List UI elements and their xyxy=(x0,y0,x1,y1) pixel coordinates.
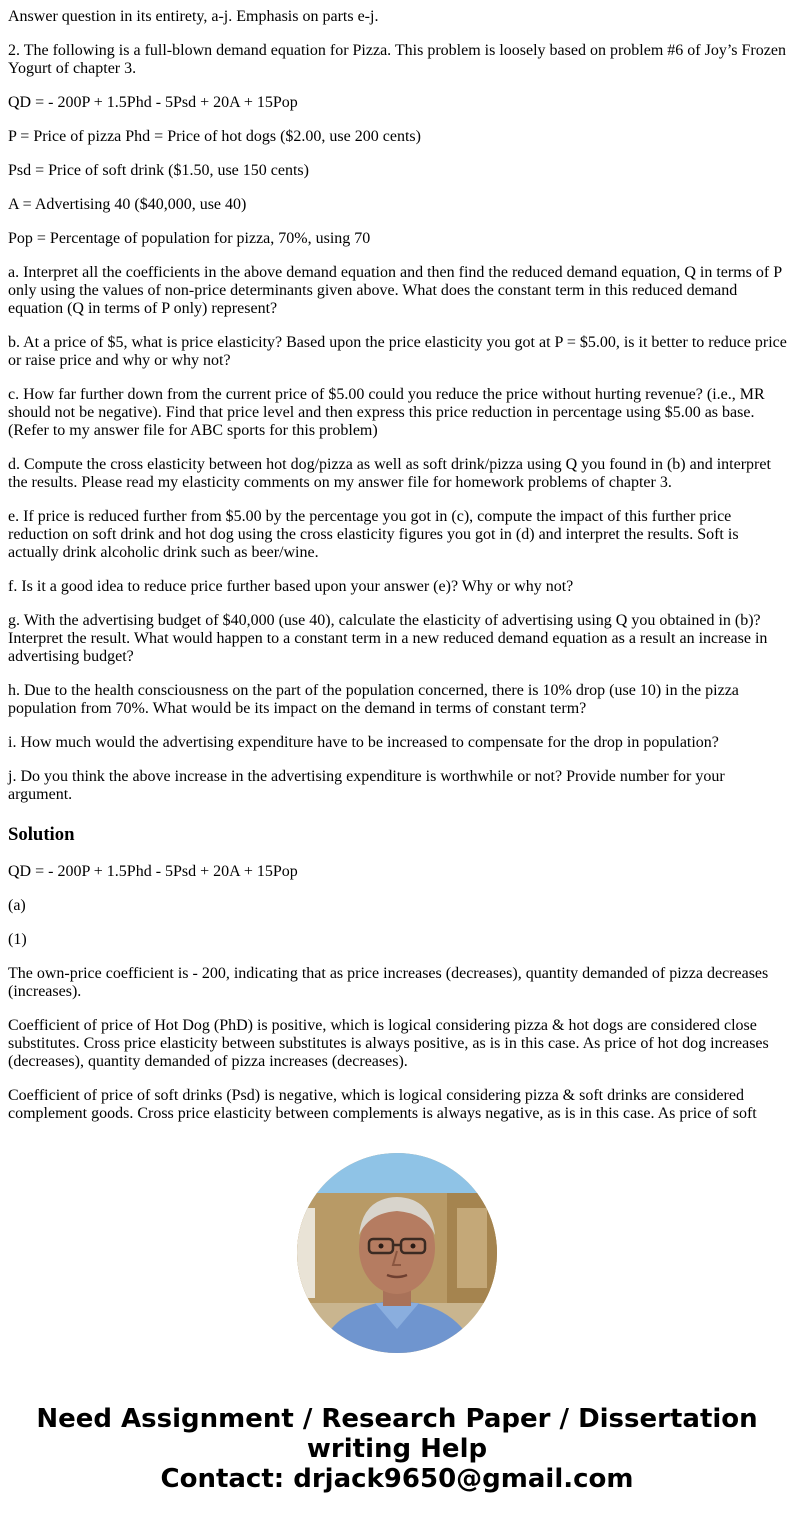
definition-soft-drink: Psd = Price of soft drink ($1.50, use 150 cents) xyxy=(8,162,309,179)
question-part-f: f. Is it a good idea to reduce price further based upon your answer (e)? Why or why not? xyxy=(8,578,574,595)
question-part-d: d. Compute the cross elasticity between hot dog/pizza as well as soft drink/pizza using Q you found in (b) and interpret the results. Please read my elasticity comments on my answer file for homework problems of chapter 3. xyxy=(8,456,771,491)
author-photo xyxy=(297,1153,497,1353)
question-part-g: g. With the advertising budget of $40,000 (use 40), calculate the elasticity of advertising using Q you obtained in (b)? Interpret the result. What would happen to a constant term in a new reduced demand equation as a result an increase in advertising budget? xyxy=(8,612,768,665)
promo-banner xyxy=(0,1404,794,1494)
banner-line-2: writing Help xyxy=(306,1434,488,1464)
question-part-a: a. Interpret all the coefficients in the above demand equation and then find the reduced demand equation, Q in terms of P only using the values of non-price determinants given above. What does the constant term in this reduced demand equation (Q in terms of P only) represent? xyxy=(8,264,782,317)
question-part-b: b. At a price of $5, what is price elasticity? Based upon the price elasticity you got at P = $5.00, is it better to reduce price or raise price and why or why not? xyxy=(8,334,787,369)
solution-equation: QD = - 200P + 1.5Phd - 5Psd + 20A + 15Pop xyxy=(8,863,298,880)
solution-paragraph-own-price: The own-price coefficient is - 200, indicating that as price increases (decreases), quantity demanded of pizza decreases (increases). xyxy=(8,965,769,1000)
problem-statement: 2. The following is a full-blown demand equation for Pizza. This problem is loosely based on problem #6 of Joy’s Frozen Yogurt of chapter 3. xyxy=(8,42,786,77)
solution-heading: Solution xyxy=(8,824,75,845)
solution-paragraph-hot-dog: Coefficient of price of Hot Dog (PhD) is positive, which is logical considering pizza & hot dogs are considered close substitutes. Cross price elasticity between substitutes is always positive, as is in this case. As price of hot dog increases (decreases), quantity demanded of pizza increases (decreases). xyxy=(8,1017,769,1070)
question-part-h: h. Due to the health consciousness on the part of the population concerned, there is 10% drop (use 10) in the pizza population from 70%. What would be its impact on the demand in terms of constant term? xyxy=(8,682,739,717)
banner-contact: Contact: drjack9650@gmail.com xyxy=(160,1464,634,1494)
solution-paragraph-soft-drink: Coefficient of price of soft drinks (Psd) is negative, which is logical considering pizza & soft drinks are considered complement goods. Cross price elasticity between complements is always negative, as is in this case. As price of soft xyxy=(8,1087,757,1122)
demand-equation: QD = - 200P + 1.5Phd - 5Psd + 20A + 15Pop xyxy=(8,94,298,111)
question-part-j: j. Do you think the above increase in the advertising expenditure is worthwhile or not? Provide number for your argument. xyxy=(8,768,725,803)
document-body xyxy=(8,8,788,1139)
question-intro: Answer question in its entirety, a-j. Emphasis on parts e-j. xyxy=(8,8,379,25)
question-part-i: i. How much would the advertising expenditure have to be increased to compensate for the drop in population? xyxy=(8,734,719,751)
definition-advertising: A = Advertising 40 ($40,000, use 40) xyxy=(8,196,247,213)
solution-part-label: (a) xyxy=(8,897,26,914)
definition-population: Pop = Percentage of population for pizza, 70%, using 70 xyxy=(8,230,371,247)
question-part-c: c. How far further down from the current price of $5.00 could you reduce the price without hurting revenue? (i.e., MR should not be negative). Find that price level and then express this price reduction in percentage using $5.00 as base. (Refer to my answer file for ABC sports for this problem) xyxy=(8,386,765,439)
question-part-e: e. If price is reduced further from $5.00 by the percentage you got in (c), compute the impact of this further price reduction on soft drink and hot dog using the cross elasticity figures you got in (d) and interpret the results. Soft is actually drink alcoholic drink such as beer/wine. xyxy=(8,508,739,561)
definition-price: P = Price of pizza Phd = Price of hot dogs ($2.00, use 200 cents) xyxy=(8,128,421,145)
banner-line-1: Need Assignment / Research Paper / Dissertation xyxy=(36,1404,758,1434)
solution-sub-label: (1) xyxy=(8,931,27,948)
